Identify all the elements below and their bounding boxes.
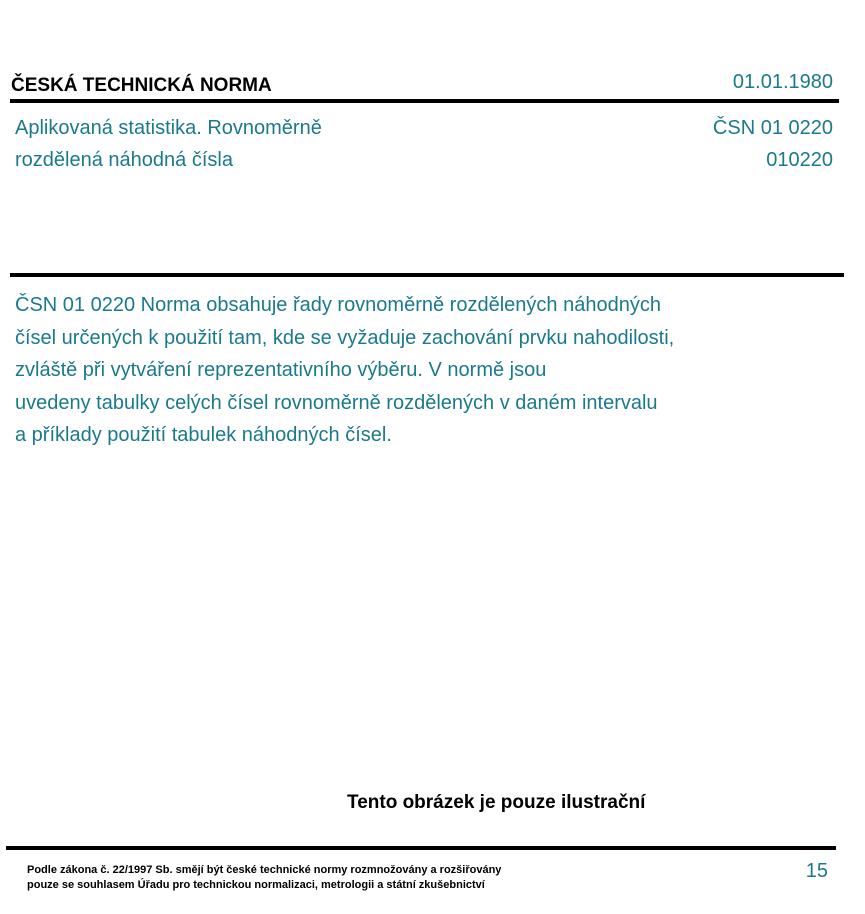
abstract-paragraph — [15, 289, 674, 452]
header-divider — [10, 99, 839, 103]
document-header-title: ČESKÁ TECHNICKÁ NORMA — [11, 75, 272, 96]
section-divider — [10, 273, 844, 277]
legal-notice-line: pouze se souhlasem Úřadu pro technickou normalizaci, metrologii a státní zkušebnictví — [27, 879, 485, 891]
legal-notice-line: Podle zákona č. 22/1997 Sb. smějí být české technické normy rozmnožovány a rozšiřovány — [27, 864, 502, 876]
illustrative-notice: Tento obrázek je pouze ilustrační — [347, 792, 646, 813]
publication-date: 01.01.1980 — [732, 71, 833, 93]
standard-title-line: Aplikovaná statistika. Rovnoměrně — [15, 117, 322, 139]
footer-divider — [6, 846, 836, 850]
legal-notice — [27, 863, 501, 893]
abstract-line: uvedeny tabulky celých čísel rovnoměrně rozdělených v daném intervalu — [15, 391, 658, 414]
abstract-line: ČSN 01 0220 Norma obsahuje řady rovnoměrně rozdělených náhodných — [15, 294, 661, 316]
standard-code: ČSN 01 0220 — [712, 117, 833, 139]
abstract-line: čísel určených k použití tam, kde se vyžaduje zachování prvku nahodilosti, — [15, 326, 675, 349]
abstract-line: zvláště při vytváření reprezentativního výběru. V normě jsou — [15, 359, 547, 381]
abstract-line: a příklady použití tabulek náhodných čísel. — [15, 424, 392, 446]
standard-title-line: rozdělená náhodná čísla — [15, 149, 233, 171]
standard-class-number: 010220 — [766, 149, 833, 171]
page-number: 15 — [805, 860, 828, 882]
